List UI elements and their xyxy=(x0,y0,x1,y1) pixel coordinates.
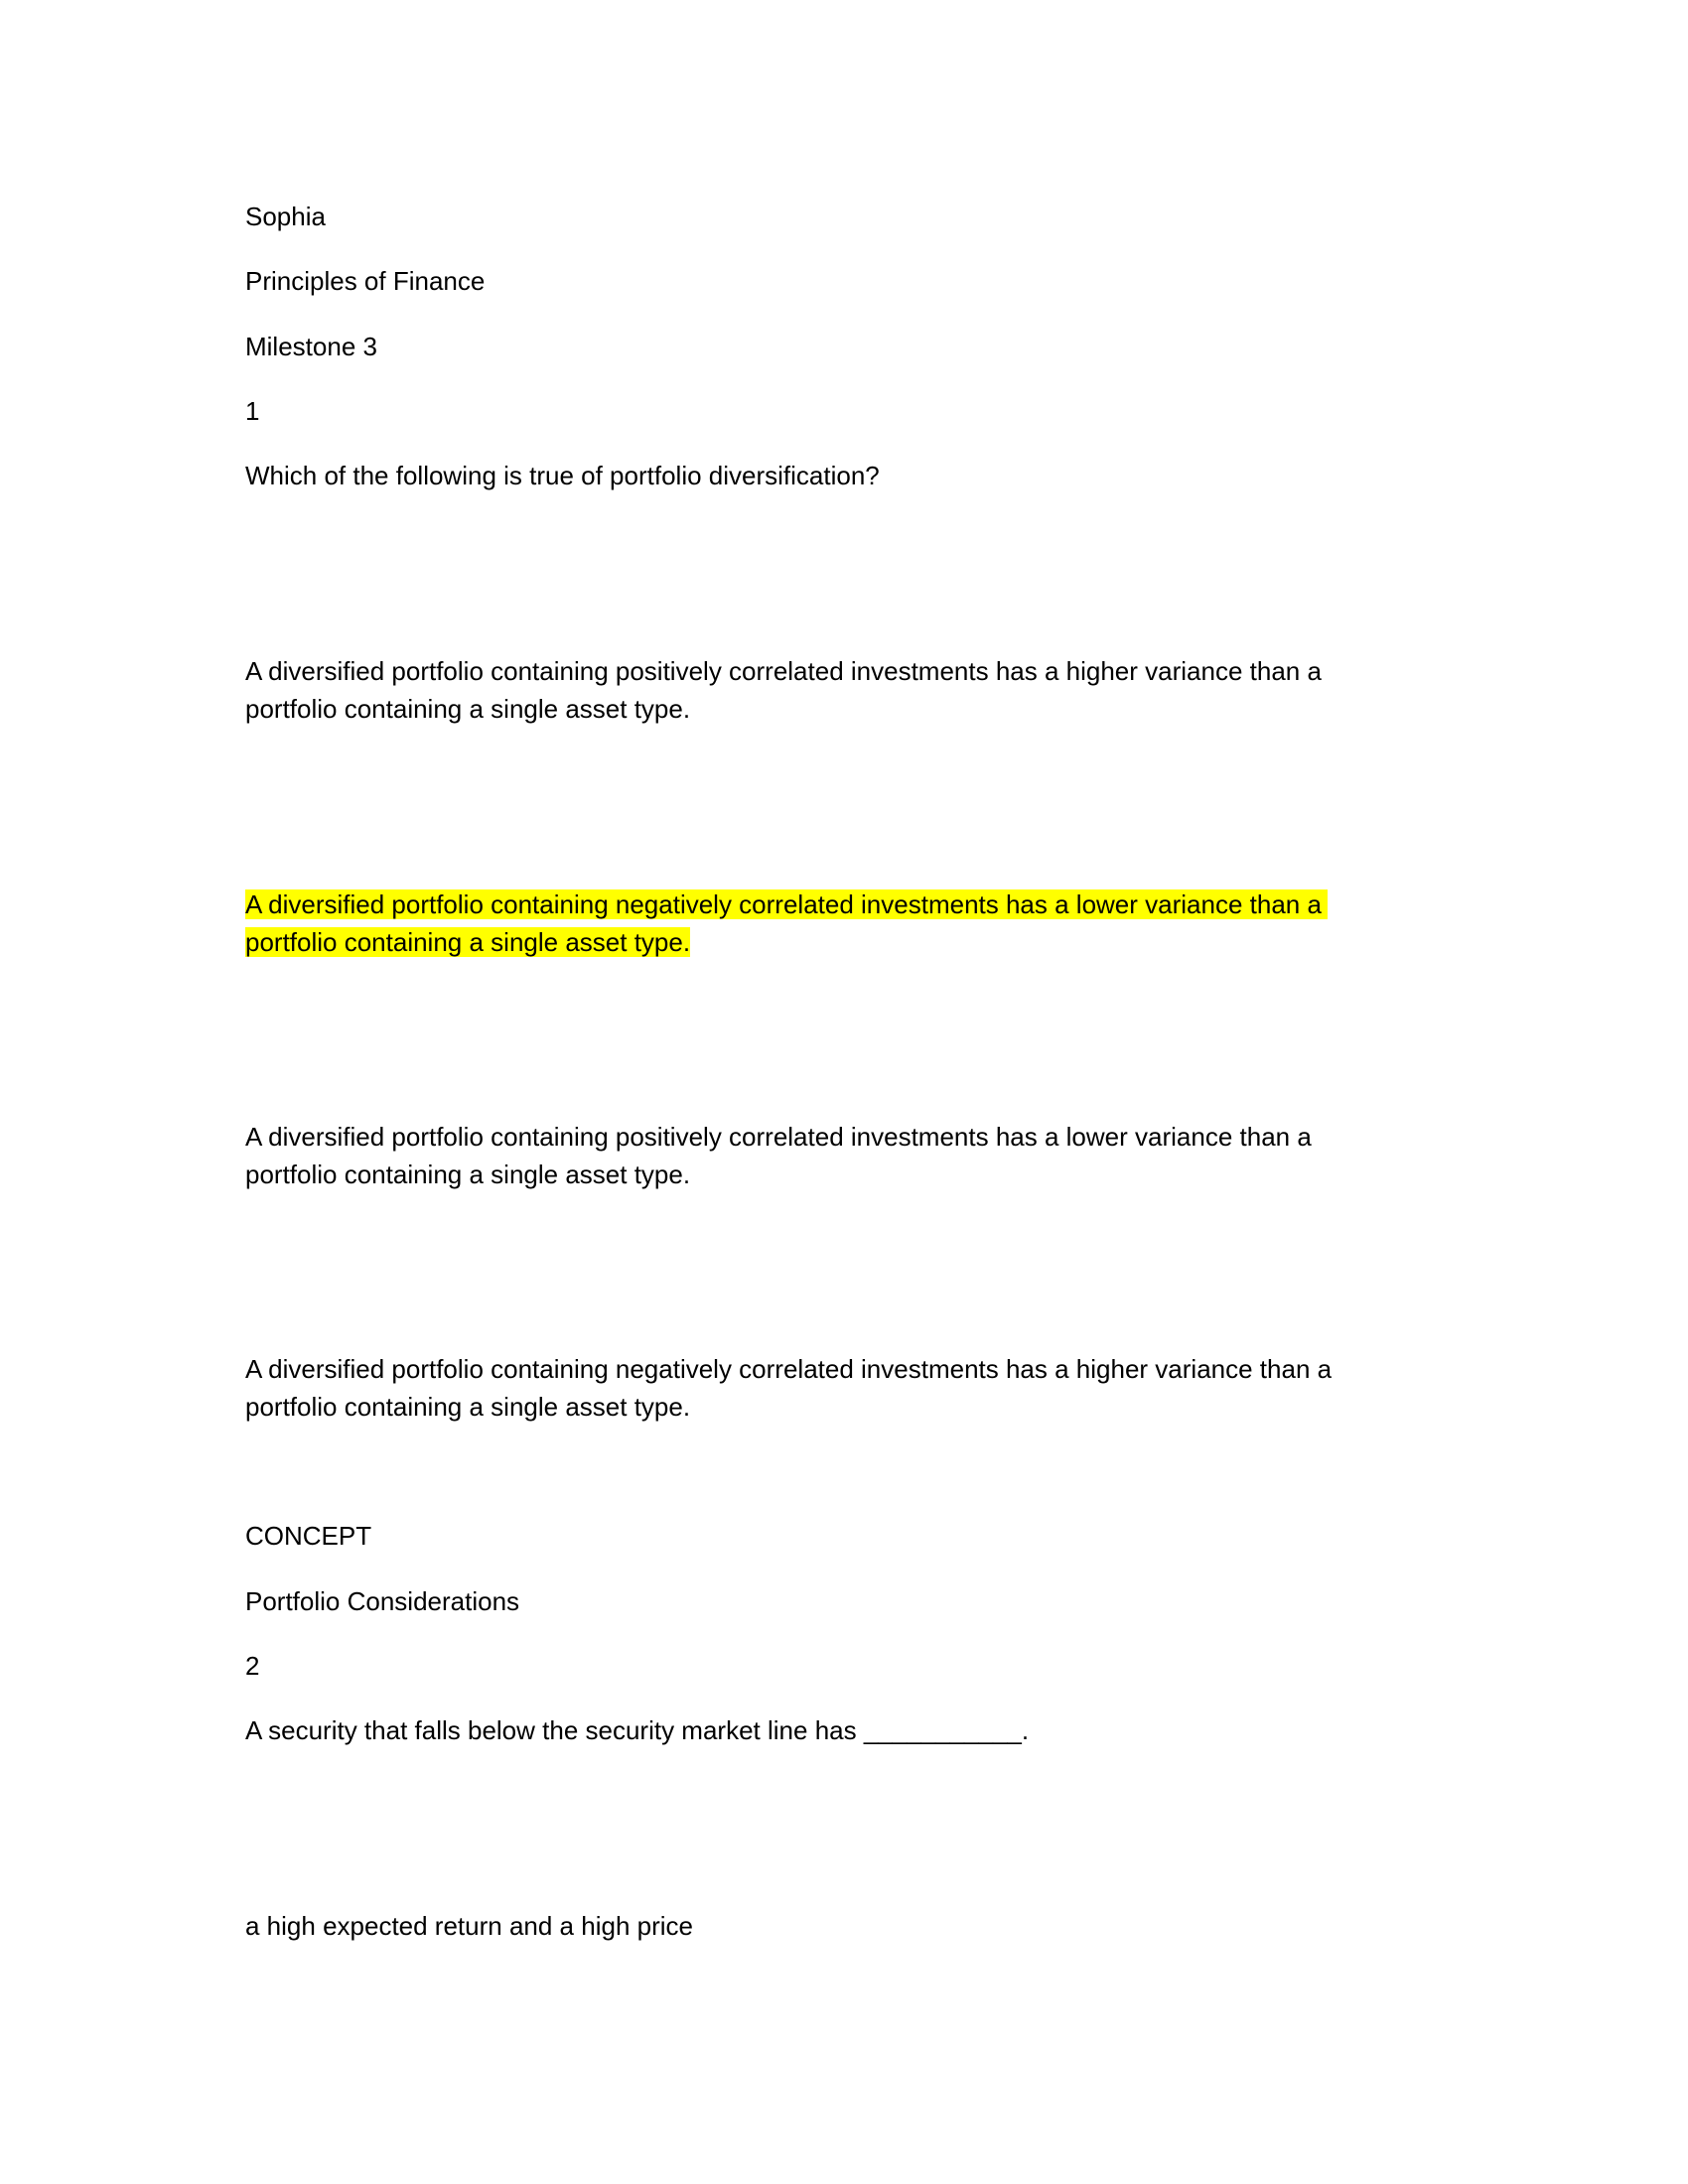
answer-option-line: A diversified portfolio containing positively correlated investments has a lower variance than a xyxy=(245,1122,1312,1152)
answer-option-line: portfolio containing a single asset type. xyxy=(245,1392,691,1422)
answer-option[interactable]: a high expected return and a high price xyxy=(245,1911,693,1941)
question-number: 1 xyxy=(245,396,260,426)
answer-option-line: A diversified portfolio containing negatively correlated investments has a lower variance than a xyxy=(245,889,1328,919)
question-prompt: Which of the following is true of portfolio diversification? xyxy=(245,461,880,490)
answer-option-line: portfolio containing a single asset type. xyxy=(245,694,691,724)
question-prompt: A security that falls below the security market line has ___________. xyxy=(245,1715,1030,1745)
platform-name: Sophia xyxy=(245,202,326,231)
answer-option-line: A diversified portfolio containing negatively correlated investments has a higher variance than a xyxy=(245,1354,1333,1384)
answer-option-line: portfolio containing a single asset type. xyxy=(245,1160,691,1189)
question-number: 2 xyxy=(245,1651,260,1681)
concept-name: Portfolio Considerations xyxy=(245,1586,520,1616)
course-title: Principles of Finance xyxy=(245,266,486,296)
concept-label: CONCEPT xyxy=(245,1521,372,1551)
answer-option-line: A diversified portfolio containing positively correlated investments has a higher variance than a xyxy=(245,656,1322,686)
milestone-title: Milestone 3 xyxy=(245,332,377,361)
answer-option-line: portfolio containing a single asset type. xyxy=(245,927,691,957)
